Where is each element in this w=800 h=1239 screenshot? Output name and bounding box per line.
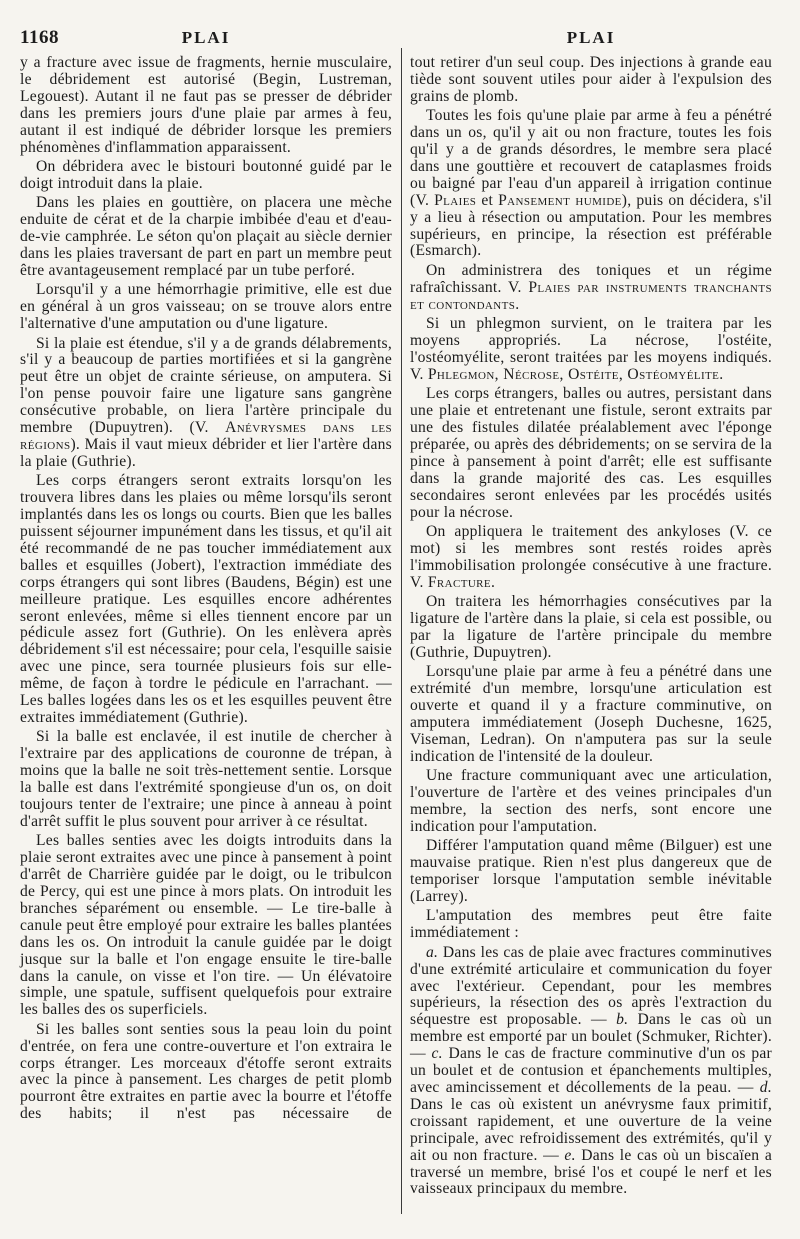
cross-reference: Pansement humide — [498, 191, 622, 209]
list-marker: a. — [426, 943, 439, 961]
paragraph: Si les balles sont senties sous la peau loin du point d'entrée, on fera une contre-ouverture et l'on extraira le corps étranger. Les morceaux d'étoffe seront extraits avec la pince à pansement. Les charges de petit plomb pourront être extraites en partie avec la bourre et l'étoffe des habits; il n'est pas nécessaire de — [20, 1020, 392, 1123]
list-marker: c. — [431, 1045, 443, 1063]
paragraph: On traitera les hémorrhagies consécutives par la ligature de l'artère dans la plaie, si cela est possible, ou par la ligature de l'artère principale du membre (Guthrie, Dupuytren). — [410, 593, 772, 661]
column-divider — [401, 48, 402, 1214]
paragraph: On débridera avec le bistouri boutonné guidé par le doigt introduit dans la plaie. — [20, 157, 392, 192]
paragraph: L'amputation des membres peut être faite immédiatement : — [410, 907, 772, 942]
paragraph-text: . — [491, 573, 496, 591]
paragraph — [20, 336, 392, 471]
paragraph: Différer l'amputation quand même (Bilguer) est une mauvaise pratique. Rien n'est plus dangereux que de temporiser lorsque l'amputation semble inévitable (Larrey). — [410, 837, 772, 905]
paragraph: y a fracture avec issue de fragments, hernie musculaire, le débridement est autorisé (Begin, Lustreman, Legouest). Autant il ne faut pas se presser de débrider dans les premiers jours d'une plaie par armes à feu, autant il est indiqué de débrider lorsque les premiers phénomènes d'inflammation apparaissent. — [20, 54, 392, 156]
paragraph: Une fracture communiquant avec une articulation, l'ouverture de l'artère et des veines principales d'un membre, la section des nerfs, sont encore une indication pour l'amputation. — [410, 767, 772, 835]
cross-reference: Anévrysmes dans les régions — [20, 419, 393, 453]
paragraph-text: On administrera des toniques et un régime rafraîchissant. V. — [410, 261, 772, 296]
paragraph: tout retirer d'un seul coup. Des injections à grande eau tiède sont souvent utiles pour aider à l'expulsion des grains de plomb. — [410, 54, 772, 105]
right-column — [410, 55, 772, 1201]
left-column — [20, 55, 392, 1126]
paragraph-text: Dans le cas où un biscaïen a traversé un membre, brisé l'os et coupé le nerf et les vaisseaux principaux du membre. — [410, 1146, 772, 1198]
paragraph — [410, 945, 772, 1199]
paragraph: Les corps étrangers, balles ou autres, persistant dans une plaie et entretenant une fistule, seront extraits par une des fistules dilatée préalablement avec l'éponge préparée, ou après des débridements; on se servira de la pince à pansement à point d'arrêt; elle est suffisante dans la grande majorité des cas. Les esquilles secondaires seront enlevées par les procédés usités pour la nécrose. — [410, 385, 772, 521]
paragraph-text: Si la plaie est étendue, s'il y a de grands délabrements, s'il y a beaucoup de parties mortifiées et si la gangrène peut être un objet de crainte sérieuse, on amputera. Si l'on pense pouvoir faire une ligature sans gangrène consécutive probable, on liera l'artère principale du membre (Dupuytren). (V. — [20, 334, 392, 437]
paragraph-text: Si un phlegmon survient, on le traitera par les moyens appropriés. La nécrose, l'ostéite, l'ostéomyélite, seront traitées par les moyens indiqués. V. — [410, 315, 772, 383]
paragraph-text: . — [515, 295, 520, 313]
paragraph-text: Dans le cas où existent un anévrysme faux primitif, croissant rapidement, et une ouverture de la veine principale, avec refroidissement des extrémités, qu'il y ait ou non fracture. — — [410, 1095, 772, 1164]
cross-reference: Phlegmon, Nécrose, Ostéite, Ostéomyélite — [427, 365, 720, 383]
paragraph: Dans les plaies en gouttière, on placera une mèche enduite de cérat et de la charpie imbibée d'eau et d'eau-de-vie camphrée. Le séton qu'on plaçait au siècle dernier dans les plaies traversant de part en part un membre peut être avantageusement remplacé par un tube perforé. — [20, 194, 392, 279]
running-head-right: PLAI — [566, 28, 616, 47]
paragraph-text: Dans les cas de plaie avec fractures comminutives d'une extrémité articulaire et communication du foyer avec l'extérieur. Cependant, pour les membres supérieurs, la résection des os après l'extraction du séquestre est proposable. — — [410, 943, 772, 1029]
paragraph: Si la balle est enclavée, il est inutile de chercher à l'extraire par des applications de couronne de trépan, à moins que la balle ne soit très-nettement sentie. Lorsque la balle est dans l'extrémité spongieuse d'un os, on doit toujours tenter de l'extraire; une pince à anneau à point d'arrêt suffit le plus souvent pour arriver à ce résultat. — [20, 728, 392, 830]
paragraph — [410, 108, 772, 260]
paragraph-text: On appliquera le traitement des ankyloses (V. ce mot) si les membres sont restés roides après l'immobilisation prolongée consécutive à une fracture. V. — [410, 522, 772, 591]
cross-reference: Plaies par instruments tranchants et contondants — [410, 278, 772, 313]
cross-reference: Plaies — [434, 191, 477, 209]
page-number: 1168 — [20, 27, 59, 48]
paragraph-text: et — [476, 191, 499, 209]
paragraph — [410, 263, 772, 314]
paragraph-text: . — [719, 365, 724, 383]
paragraph: Les corps étrangers seront extraits lorsqu'on les trouvera libres dans les plaies ou même lorsqu'ils seront implantés dans les os longs ou courts. Bien que les balles puissent séjourner impunément dans les tissus, et qu'il ait été recommandé de ne pas toucher immédiatement aux balles et esquilles (Jobert), l'extraction immédiate des corps étrangers qui sont libres (Baudens, Bégin) est une meilleure pratique. Les esquilles encore adhérentes seront enlevées, même si elles tiennent encore par un pédicule assez fort (Guthrie). On les enlèvera après débridement s'il est nécessaire; pour cela, l'esquille saisie avec une pince, sera tournée plusieurs fois sur elle-même, de façon à tordre le pédicule en l'arrachant. — Les balles logées dans les os et les esquilles peuvent être extraites immédiatement (Guthrie). — [20, 472, 392, 726]
paragraph: Lorsqu'il y a une hémorrhagie primitive, elle est due en général à un gros vaisseau; on se trouve alors entre l'alternative d'une amputation ou d'une ligature. — [20, 281, 392, 333]
paragraph: Les balles senties avec les doigts introduits dans la plaie seront extraites avec une pince à pansement à point d'arrêt de Charrière guidée par le doigt, ou le tribulcon de Percy, qui est une pince à mors plats. On introduit les branches séparément ou ensemble. — Le tire-balle à canule peut être employé pour extraire les balles plantées dans les os. On introduit la canule guidée par le doigt jusque sur la balle et l'on engage ensuite le tire-balle dans la canule, on visse et l'on tire. — Un élévatoire simple, une spatule, suffisent quelquefois pour extraire les balles des os superficiels. — [20, 832, 392, 1019]
paragraph: Lorsqu'une plaie par arme à feu a pénétré dans une extrémité d'un membre, lorsqu'une articulation est ouverte et quand il y a fracture comminutive, on amputera immédiatement (Joseph Duchesne, 1625, Viseman, Ledran). On n'amputera pas sur la seule indication de l'intensité de la douleur. — [410, 663, 772, 765]
paragraph-text: Dans le cas de fracture comminutive d'un os par un boulet et de contusion et épanchements multiples, avec amincissement et décollements de la peau. — — [410, 1045, 772, 1096]
cross-reference: Fracture — [427, 573, 492, 591]
list-marker: d. — [759, 1078, 772, 1096]
paragraph-text: ). Mais il vaut mieux débrider et lier l'artère dans la plaie (Guthrie). — [20, 435, 392, 470]
list-marker: b. — [616, 1011, 629, 1029]
paragraph — [410, 316, 772, 384]
paragraph-text: Toutes les fois qu'une plaie par arme à feu a pénétré dans un os, qu'il y ait ou non fracture, toutes les fois qu'il y a de grands désordres, le membre sera placé dans une gouttière et recouvert de cataplasmes froids ou baigné par l'eau d'un appareil à irrigation continue (V. — [410, 107, 772, 209]
paragraph-text: ), puis on décidera, s'il y a lieu à résection ou amputation. Pour les membres supérieurs, en principe, la résection est préférable (Esmarch). — [410, 191, 772, 260]
paragraph-text: Dans le cas où un membre est emporté par un boulet (Schmuker, Richter). — — [410, 1011, 772, 1063]
running-head-left: PLAI — [181, 28, 231, 47]
list-marker: e. — [564, 1146, 576, 1164]
paragraph — [410, 524, 772, 592]
